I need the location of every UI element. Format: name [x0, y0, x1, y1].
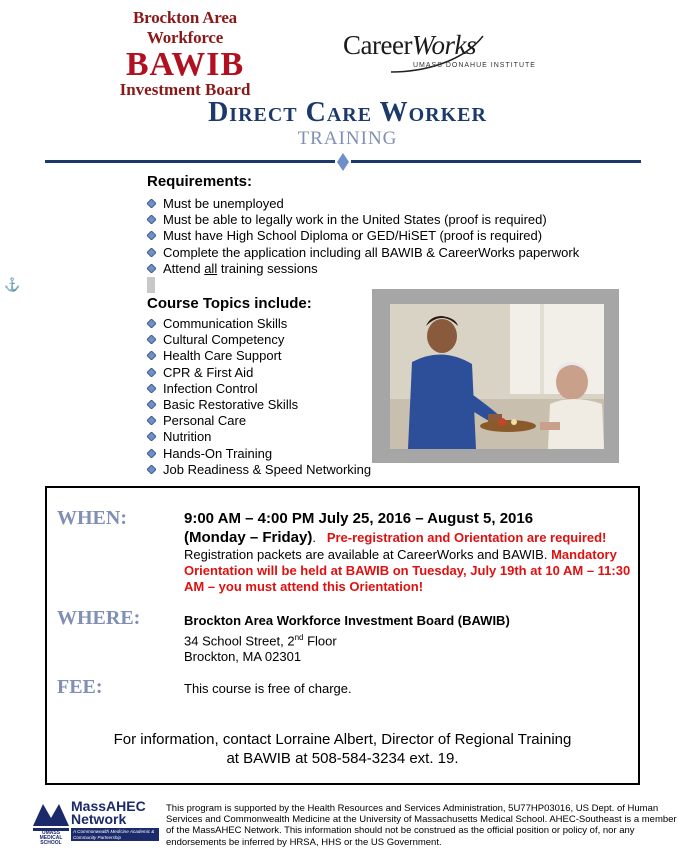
- bullet-diamond-icon: [147, 264, 156, 273]
- requirements-heading: Requirements:: [147, 173, 253, 190]
- when-days: (Monday – Friday): [184, 529, 313, 546]
- bawib-logo-line1: Brockton Area Workforce: [133, 8, 237, 47]
- venue-street: 34 School Street, 2nd Floor: [184, 632, 337, 648]
- list-item: Attend all training sessions: [147, 261, 579, 277]
- list-item: Communication Skills: [147, 316, 371, 332]
- list-item: Job Readiness & Speed Networking: [147, 462, 371, 478]
- list-item: Must be able to legally work in the United States (proof is required): [147, 212, 579, 228]
- bullet-diamond-icon: [147, 416, 156, 425]
- diamond-icon: [337, 153, 349, 171]
- caregiver-illustration: [390, 304, 604, 449]
- when-details: 9:00 AM – 4:00 PM July 25, 2016 – August 5, 2016 (Monday – Friday). Pre-registration and Orientation are required! Registration packets are available at CareerWorks and BAWIB. Mandatory Orientation will be held at BAWIB on Tuesday, July 19th at 10 AM – 11:30 AM – you must attend this Orientation!: [184, 509, 634, 595]
- massahec-logo: [33, 800, 158, 845]
- where-details: [184, 613, 510, 666]
- venue-city: Brockton, MA 02301: [184, 649, 302, 665]
- bullet-diamond-icon: [147, 432, 156, 441]
- prereg-notice: Pre-registration and Orientation are required!: [326, 530, 607, 545]
- when-label: WHEN:: [57, 507, 127, 529]
- bullet-diamond-icon: [147, 368, 156, 377]
- packets-note: Registration packets are available at CareerWorks and BAWIB.: [184, 547, 548, 562]
- header-rule-right: [351, 160, 641, 163]
- list-item: Cultural Competency: [147, 332, 371, 348]
- list-item: Nutrition: [147, 429, 371, 445]
- bullet-diamond-icon: [147, 400, 156, 409]
- list-item: Personal Care: [147, 413, 371, 429]
- list-item: CPR & First Aid: [147, 365, 371, 381]
- umass-label: UMASS MEDICAL SCHOOL: [39, 830, 63, 846]
- bullet-diamond-icon: [147, 449, 156, 458]
- fee-text: This course is free of charge.: [184, 681, 352, 696]
- page-title: Direct Care Worker: [208, 97, 487, 128]
- fee-label: FEE:: [57, 676, 103, 698]
- gray-marker: [147, 277, 155, 293]
- list-item: Infection Control: [147, 381, 371, 397]
- topics-heading: Course Topics include:: [147, 295, 312, 312]
- bawib-logo-line3: Investment Board: [119, 80, 251, 99]
- orientation-notice: Mandatory Orientation will be held at BAWIB on Tuesday, July 19th at 10 AM – 11:30 AM – you must attend this Orientation!: [184, 547, 631, 594]
- contact-line1: For information, contact Lorraine Albert, Director of Regional Training: [113, 731, 572, 748]
- contact-info: [50, 730, 635, 768]
- when-dates: 9:00 AM – 4:00 PM July 25, 2016 – August 5, 2016: [184, 510, 534, 527]
- where-label: WHERE:: [57, 607, 141, 629]
- bullet-diamond-icon: [147, 384, 156, 393]
- careerworks-logo: [343, 30, 563, 80]
- list-item: Must be unemployed: [147, 196, 579, 212]
- bullet-diamond-icon: [147, 199, 156, 208]
- massahec-name: MassAHEC Network: [71, 798, 146, 827]
- careerworks-name: CareerWorks: [343, 30, 476, 60]
- list-item: Basic Restorative Skills: [147, 397, 371, 413]
- caregiver-photo: [390, 304, 604, 449]
- careerworks-subtitle: UMASS DONAHUE INSTITUTE: [413, 62, 536, 69]
- bullet-diamond-icon: [147, 215, 156, 224]
- bawib-logo-acronym: BAWIB: [125, 46, 245, 83]
- bullet-diamond-icon: [147, 248, 156, 257]
- requirements-list: [147, 196, 579, 277]
- bawib-logo: [105, 8, 265, 98]
- bullet-diamond-icon: [147, 351, 156, 360]
- topics-list: [147, 316, 371, 478]
- contact-line2: at BAWIB at 508-584-3234 ext. 19.: [226, 750, 459, 767]
- emphasis-all: all: [204, 260, 218, 276]
- page-subtitle: TRAINING: [297, 128, 398, 149]
- venue-name: Brockton Area Workforce Investment Board (BAWIB): [184, 613, 510, 628]
- bullet-diamond-icon: [147, 335, 156, 344]
- funding-disclaimer: This program is supported by the Health Resources and Services Administration, 5U77HP03016, US Dept. of Human Services and Commonwealth Medicine at the University of Massachusetts Medical School. AHEC-Southeast is a member of the MassAHEC Network. This information should not be construed as the official position or policy of, nor any endorsements be inferred by HRSA, HHS or the US Government.: [166, 803, 677, 848]
- list-item: Hands-On Training: [147, 446, 371, 462]
- bullet-diamond-icon: [147, 319, 156, 328]
- list-item: Health Care Support: [147, 348, 371, 364]
- bullet-diamond-icon: [147, 231, 156, 240]
- massahec-tagline: A Commonwealth Medicine Academic & Community Partnership: [71, 828, 159, 841]
- list-item: Complete the application including all BAWIB & CareerWorks paperwork: [147, 245, 579, 261]
- bullet-diamond-icon: [147, 465, 156, 474]
- anchor-icon: ⚓: [4, 277, 21, 292]
- header-rule-left: [45, 160, 335, 163]
- list-item: Must have High School Diploma or GED/HiSET (proof is required): [147, 228, 579, 244]
